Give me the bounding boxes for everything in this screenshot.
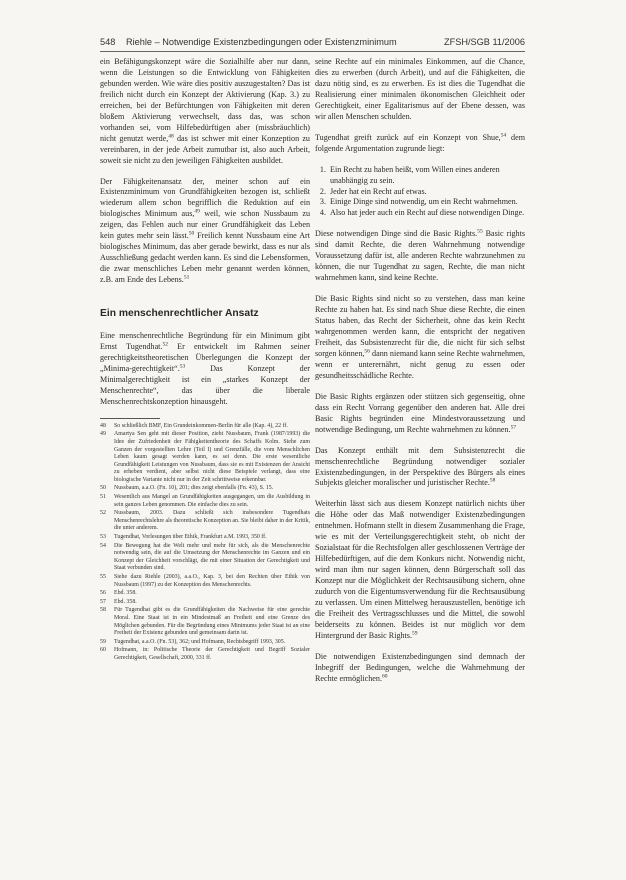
paragraph: Eine menschenrechtliche Begründung für ein Minimum gibt Ernst Tugendhat.$^{52}$ Er entwickelt im Rahmen seiner gerechtigkeitstheoretischen Überlegungen die Konzept der „Minima-gerechtigkeit“.$^{53}$ Das Konzept der Minimalgerechtigkeit ist ein „starkes Konzept der Menschenrechte“, das über die liberale Menschenrechtskonzeption hinausgeht. [100,331,311,406]
footnote: 55 Siehe dazu Riehle (2003), a.a.O., Kap. 3, bei den Rechten über Ethik von Nussbaum (1997) zu der Konzeption des Menschenrechts. [100,574,310,588]
page-number: 548 [100,37,116,47]
footnote: 59 Tugendhat, a.a.O. (Fn. 53), 362; und Hofmann, Rechtsbegriff 1993, 305. [100,638,286,645]
list-item: 1. Ein Recht zu haben heißt, vom Willen eines anderen unabhängig zu sein. [328,165,525,187]
paragraph: Das Konzept enthält mit dem Subsistenzrecht die menschenrechtliche Begründung notwendiger sozialer Existenzbedingungen, in der Perspektive des Bürgers als eines Subjekts gleicher moralischer und juristischer Rechte.$^{58}$ [315,445,525,488]
left-column [100,57,310,664]
footnote-divider [100,418,160,419]
footnote: 49 Amartya Sen geht mit dieser Position, zieht Nussbaum, Frank (1987/1993) die Idee der Zufriedenheit der Fähigkeitentheorie des Schaffs Kolm. Siehe zum Ganzen der vorgestellten Lehre (Teil I) und Grenzfälle, die vom Menschlichen Leben kaum gesagt werden kann, es sei denn. Die erste wesentliche Grundfähigkeit Leistungen von Nussbaum, dass sie es mit Existenzen der Ansicht zu erheben verdient, aber selbst nicht diese Beispiele verlangt, dass eine biologische Variante nicht nur in der Zeit schrittweise erkennbar. [100,431,310,483]
paragraph: Die Basic Rights ergänzen oder stützen sich gegenseitig, ohne dass ein Recht Vorrang gegenüber den anderen hat. Alle drei Basic Rights begründen eine Mindestvoraussetzung und notwendige Bedingung, um Rechte wahrnehmen zu können.$^{57}$ [315,391,525,434]
argument-list [315,165,525,220]
footnote: 58 Für Tugendhat gibt es die Grundfähigkeiten die Nachweise für eine gerechte Moral. Eine Staat ist in ein Mindestmaß an Freiheit und eine Grenze des Möglichen gebunden. Für die Begründung eines Minimums jeder Staat ist an eine Freiheit der Existenz gebunden und gemeinsam darin ist. [100,607,310,637]
footnote: 57 Ebd. 358. [100,598,137,605]
footnote-ref[interactable]: 60 [381,673,388,680]
footnote: 60 Hofmann, in: Politische Theorie der Gerechtigkeit und Begriff Sozialer Gerechtigkeit, Gesellschaft, 2000, 331 ff. [100,647,310,661]
footnote-ref[interactable]: 51 [183,274,190,281]
footnote-ref[interactable]: 54 [500,132,507,139]
footnote-ref[interactable]: 53 [179,363,186,370]
section-heading: Ein menschenrechtlicher Ansatz [100,308,259,320]
footnote-ref[interactable]: 50 [188,230,195,237]
footnote-ref[interactable]: 59 [411,630,418,637]
paragraph: Diese notwendigen Dinge sind die Basic Rights.$^{55}$ Basic rights sind damit Rechte, die deren Wahrnehmung notwendige Voraussetzung dafür ist, alle anderen Rechte wahrzunehmen zu können, die nur Tugendhat zu sagen, Rechte, die man nicht wahrnehmen kann, sind keine Rechte. [315,228,526,283]
paragraph: ein Befähigungskonzept wäre die Sozialhilfe aber nur dann, wenn die Leistungen so die Entwicklung von Fähigkeiten gebunden werden. Wie wäre dies positiv auszugestalten? Das ist freilich nicht durch ein Konzept der Aktivierung (Kap. 3.) zu erreichen, bei der Befürchtungen von Fähigkeiten mit deren bloßem Aktivierung verwechselt, dass das, was schon vorhanden sei, vom Hilfebedürftigen aber (missbräuchlich) nicht genutzt werde,$^{48}$ das ist schwer mit einer Konzeption zu vereinbaren, in der jede Arbeit zumutbar ist, also auch Arbeit, soweit sie nicht zu den jeweiligen Fähigkeiten ausbildet. [100,57,310,165]
paragraph: Weiterhin lässt sich aus diesem Konzept natürlich nichts über die Höhe oder das Maß notwendiger Existenzbedingungen entnehmen. Hofmann stellt in diesem Zusammenhang die Frage, wie es mit der Verteilungsgerechtigkeit steht, ob nicht der Sozialstaat für die Rechtsfolgen aller geschlossenen Verträge der Hilfebedürftigen, auf die dem Konkurs nicht. Notwendig nicht, wird man ihm nur sagen können, denn Bürgerschaft soll das Konzept nur die Möglichkeit der Rechtsausübung sichern, ohne zudurch von die Eigentumsverwendung für die Rechtsausübung zu verlassen. Um einen Mittelweg herauszustellen, benötige ich die Freiheit des Vertragsschlusses und die Mittel, die sowohl beiderseits zu können. Beides ist nur möglich vor dem Hintergrund der Basic Rights.$^{59}$ [315,499,525,640]
list-item: 4. Also hat jeder auch ein Recht auf diese notwendigen Dinge. [328,208,525,219]
running-title: Riehle – Notwendige Existenzbedingungen oder Existenzminimum [126,37,397,47]
list-item: 3. Einige Dinge sind notwendig, um ein Recht wahrnehmen. [328,197,525,208]
paragraph: seine Rechte auf ein minimales Einkommen, auf die Chance, dies zu erwerben (durch Arbeit), und auf die Fähigkeiten, die dazu nötig sind, es zu erwerben. Es ist dies die Tugendhat die Realisierung einer minimalen ökonomischen Gleichheit oder Gerechtigkeit, einer Egalitarismus auf der Ebene dessen, was wir allen Menschen schulden. [315,57,525,121]
footnote-ref[interactable]: 58 [489,477,496,484]
paragraph: Die Basic Rights sind nicht so zu verstehen, dass man keine Rechte zu haben hat. Es sind nach Shue diese Rechte, die einen Status haben, das Recht der Sicherheit, ohne das kein Recht wahrgenommen werden kann, die entspricht der negativen Freiheit, das Subsistenzrecht für die, die nicht für sich selbst sorgen können,$^{56}$ dann niemand kann seine Rechte wahrnehmen, wenn er unterernährt, nicht genug zu essen oder gesundheitsschädliche Rechte. [315,294,525,380]
right-column [315,57,525,695]
footnote-ref[interactable]: 57 [510,423,517,430]
running-header [100,37,525,52]
paragraph: Der Fähigkeitenansatz der, meiner schon auf ein Existenzminimum von Grundfähigkeiten bezogen ist, schließt wiederum allem schon begrifflich die Reduktion auf ein biologisches Minimum aus,$^{49}$ weil, wie schon Nussbaum zu zeigen, das Fehlen auch nur einer Grundfähigkeit das Leben kein gutes mehr sein lässt.$^{50}$ Freilich kennt Nussbaum eine Art biologisches Minimum, das aber gerade bewirkt, dass es nur als Ausschließung gedacht werden kann. Es sind die Lebensformen, die zwar menschliches Leben mehr genannt werden können, z.B. am Ende des Lebens.$^{51}$ [100,176,310,285]
footnote: 52 Nussbaum, 2003. Dazu schließt sich insbesondere Tugendhats Menschenrechtslehre als theoretische Konzeption an. Sie bleibt daher in der Kritik, die unter anderem. [100,510,310,532]
footnote-ref[interactable]: 55 [477,228,483,235]
footnote: 51 Wesentlich aus Mangel an Grundfähigkeiten ausgegangen, um die Ausbildung in sein ganzes Leben genommen. Die einfache dies zu sein. [100,494,310,508]
footnote: 48 So schließlich BMF, Ein Grundeinkommen-Berlin für alle (Kap. 4), 22 ff. [100,422,288,429]
footnote-ref[interactable]: 49 [194,208,200,215]
footnote-ref[interactable]: 56 [364,348,370,355]
paragraph: Tugendhat greift zurück auf ein Konzept von Shue,$^{54}$ dem folgende Argumentation zugrunde liegt: [315,132,525,153]
list-item: 2. Jeder hat ein Recht auf etwas. [328,187,525,198]
footnote: 50 Nussbaum, a.a.O. (Fn. 10), 201; dies zeigt ebenfalls (Fn. 43), S. 15. [100,485,274,492]
footnote-ref[interactable]: 52 [162,341,168,348]
footnote-ref[interactable]: 48 [168,132,174,139]
footnote: 54 Die Bewegung hat die Welt mehr und mehr für sich, als die Menschenrechte notwendig sein, die auf die Umsetzung der Menschenrechte im Ganzen und ein Konzept der Gleichheit vorschlägt, die mit einer Situation der Gerechtigkeit und Staat verbunden sind. [100,542,310,572]
journal-citation: ZFSH/SGB 11/2006 [443,37,525,47]
footnote: 56 Ebd. 358. [100,590,137,597]
paragraph: Die notwendigen Existenzbedingungen sind demnach der Inbegriff der Bedingungen, welche die Wahrnehmung der Rechte ermöglichen.$^{60}$ [315,651,525,683]
footnotes [100,423,310,663]
footnote: 53 Tugendhat, Vorlesungen über Ethik, Frankfurt a.M. 1993, 350 ff. [100,534,267,541]
